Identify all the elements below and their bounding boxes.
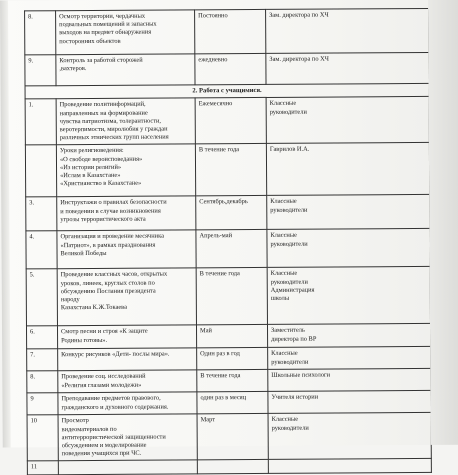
responsible-cell: [266, 97, 429, 144]
date-cell-line: Ежемесячно: [198, 100, 233, 108]
task-cell-line: «О свободе вероисповедания»: [59, 155, 143, 163]
task-cell-line: Проведение соц. исследований: [61, 373, 146, 381]
responsible-cell-line: Классные: [271, 350, 298, 358]
date-cell: [195, 144, 266, 196]
task-cell-line: ,вахтеров.: [59, 65, 87, 73]
table-row: [26, 229, 430, 269]
task-cell-line: видеоматериалов по: [61, 425, 117, 433]
table-row: [25, 97, 429, 145]
responsible-cell-line: Заместитель: [271, 327, 305, 335]
task-cell: [58, 348, 197, 371]
scan-right-margin: [428, 0, 458, 445]
task-cell-line: народу: [60, 296, 80, 304]
date-cell-line: В течение года: [199, 270, 240, 278]
responsible-cell-line: Учителя истории: [271, 394, 319, 402]
task-cell-line: Проведение классных часов, открытых: [60, 270, 168, 279]
date-cell-line: Май: [200, 327, 212, 335]
task-cell-line: Казахстана К.Ж.Токаева: [60, 303, 127, 312]
row-number: 11: [27, 461, 58, 474]
task-cell-line: Инструктажи о правилах безопасности: [60, 198, 167, 207]
task-cell: [57, 230, 196, 269]
section-title: 2. Работа с учащимися.: [25, 83, 429, 99]
task-cell-line: гражданского и духовного содержания.: [61, 403, 169, 411]
scan-left-shadow: [0, 1, 11, 448]
task-cell: [58, 460, 197, 474]
table-body-students: [25, 97, 431, 475]
task-cell-line: Просмотр: [61, 417, 89, 425]
table-row: [26, 324, 430, 349]
responsible-cell-line: Школьные психологи: [271, 371, 331, 380]
row-number: 10: [27, 415, 58, 461]
task-cell-line: «Из истории религий»: [60, 163, 122, 172]
table-row: [25, 143, 429, 197]
task-cell-line: различных этнических групп населения: [59, 133, 169, 142]
task-cell: [58, 392, 197, 415]
responsible-cell: [268, 459, 431, 473]
responsible-cell: [266, 8, 429, 53]
table-row: [26, 195, 430, 231]
responsible-cell-line: руководители: [271, 358, 309, 366]
task-cell-line: «Христианство в Казахстане»: [60, 179, 142, 188]
responsible-cell-line: школы: [270, 294, 290, 302]
responsible-cell-line: Зам. директора по ХЧ: [269, 55, 329, 63]
date-cell: [197, 348, 268, 370]
date-cell: [196, 230, 267, 268]
table-row: [27, 459, 431, 475]
task-cell-line: «Ислам в Казахстане»: [60, 171, 121, 180]
responsible-cell-line: руководители: [270, 278, 308, 286]
task-cell-line: Великой Победы: [60, 249, 107, 258]
responsible-cell-line: Зам. директора по ХЧ: [269, 11, 329, 19]
plan-table: [24, 8, 432, 475]
date-cell: [197, 392, 268, 414]
row-number: 5.: [26, 269, 57, 326]
date-cell-line: один раз в месяц: [200, 394, 247, 402]
date-cell: [197, 370, 268, 392]
task-cell-line: Смотр песни и строя «К защите: [61, 328, 148, 336]
responsible-cell: [268, 369, 431, 392]
responsible-cell-line: руководители: [270, 206, 308, 214]
task-cell-line: Уроки религиоведения:: [59, 147, 124, 155]
responsible-cell: [268, 391, 431, 414]
row-number: 9.: [25, 55, 56, 86]
task-cell-line: направленных на формирование: [59, 109, 148, 117]
task-cell: [57, 325, 196, 349]
task-cell-line: и поведении в случае возникновения: [60, 207, 161, 215]
date-cell-line: Один раз в год: [200, 350, 240, 358]
row-number: 6.: [26, 326, 57, 349]
responsible-cell: [267, 195, 430, 230]
task-cell-line: обсуждению Послания президента: [60, 287, 156, 296]
task-cell-line: угрозы террористического акта: [60, 215, 146, 224]
table-row: [27, 413, 431, 461]
date-cell: [196, 268, 267, 325]
task-cell-line: Контроль за работой сторожей: [59, 56, 143, 65]
responsible-cell-line: руководители: [269, 108, 307, 116]
row-number: 8.: [25, 11, 56, 55]
task-cell-line: посторонних объектов: [59, 37, 121, 45]
task-cell: [56, 10, 195, 55]
responsible-cell: [266, 143, 429, 196]
responsible-cell-line: Классные: [270, 232, 297, 240]
task-cell: [57, 196, 196, 231]
row-number: 1.: [25, 99, 56, 145]
responsible-cell-line: Администрация: [270, 286, 315, 294]
date-cell-line: Сентябрь,декабрь: [199, 198, 248, 206]
task-cell-line: Преподавание предметов правового,: [61, 395, 161, 403]
row-number: 8.: [27, 371, 58, 393]
date-cell: [197, 460, 268, 474]
responsible-cell-line: Классные: [269, 100, 297, 108]
task-cell: [56, 144, 195, 197]
table-row: [27, 391, 431, 415]
task-cell: [58, 414, 197, 461]
responsible-cell: [267, 324, 430, 348]
date-cell-line: Март: [200, 416, 216, 424]
responsible-cell-line: директора по ВР: [271, 335, 317, 343]
responsible-cell-line: Гаврилов И.А.: [269, 146, 310, 154]
row-number: 9: [27, 393, 58, 415]
table-row: [25, 8, 429, 54]
task-cell-line: чувства патриотизма, толерантности,: [59, 117, 162, 126]
responsible-cell: [268, 413, 431, 460]
task-cell-line: Родины готовы».: [61, 336, 108, 344]
responsible-cell-line: Классные: [270, 198, 297, 206]
table-row: [26, 267, 430, 326]
task-cell-line: «Патриот», в рамках празднования: [60, 241, 156, 249]
responsible-cell-line: Классные: [270, 270, 298, 278]
date-cell: [195, 9, 266, 53]
responsible-cell-line: руководители: [270, 240, 308, 248]
date-cell: [196, 196, 267, 230]
task-cell-line: Проведение политинформаций,: [59, 101, 146, 109]
responsible-cell-line: Классные: [271, 416, 299, 424]
task-cell-line: подвальных помещений и запасных: [59, 20, 157, 29]
row-number: 7.: [27, 349, 58, 371]
task-cell: [57, 268, 196, 326]
table-row: [27, 369, 431, 393]
task-cell-line: поведения учащихся при ЧС.: [61, 449, 142, 458]
date-cell-line: Постоянно: [198, 12, 228, 20]
task-cell-line: выходов на предмет обнаружения: [59, 29, 152, 37]
task-cell-line: Конкурс рисунков «Дети- послы мира».: [61, 350, 170, 359]
table-row: [27, 347, 431, 371]
row-number: [25, 145, 56, 197]
task-cell-line: веротерпимости, миролюбия у граждан: [59, 125, 168, 134]
date-cell-line: Апрель-май: [199, 232, 233, 240]
task-cell-line: Осмотр территории, чердачных: [59, 12, 146, 21]
date-cell-line: В течение года: [198, 146, 240, 154]
task-cell-line: антитеррористической защищенности: [61, 433, 166, 442]
task-cell: [56, 98, 195, 145]
date-cell-line: ежедневно: [198, 56, 228, 64]
date-cell: [195, 53, 266, 84]
task-cell-line: уроков, линеек, круглых столов по: [60, 279, 155, 287]
row-number: 4.: [26, 231, 57, 269]
task-cell-line: «Религия глазами молодежи»: [61, 381, 142, 389]
table-body-security: [25, 8, 429, 85]
task-cell-line: Организация и проведение месячника: [60, 233, 164, 241]
date-cell: [196, 325, 267, 348]
row-number: 3.: [26, 197, 57, 231]
table-row: [25, 52, 429, 85]
responsible-cell: [267, 267, 430, 325]
task-cell: [56, 54, 195, 86]
date-cell: [197, 414, 268, 460]
task-cell: [58, 370, 197, 393]
responsible-cell: [267, 229, 430, 268]
responsible-cell: [268, 347, 431, 370]
responsible-cell: [266, 52, 429, 84]
responsible-cell-line: руководители: [271, 424, 309, 432]
date-cell: [195, 98, 266, 144]
task-cell-line: обсуждением и моделирование: [61, 441, 147, 450]
date-cell-line: В течение года: [200, 372, 241, 380]
